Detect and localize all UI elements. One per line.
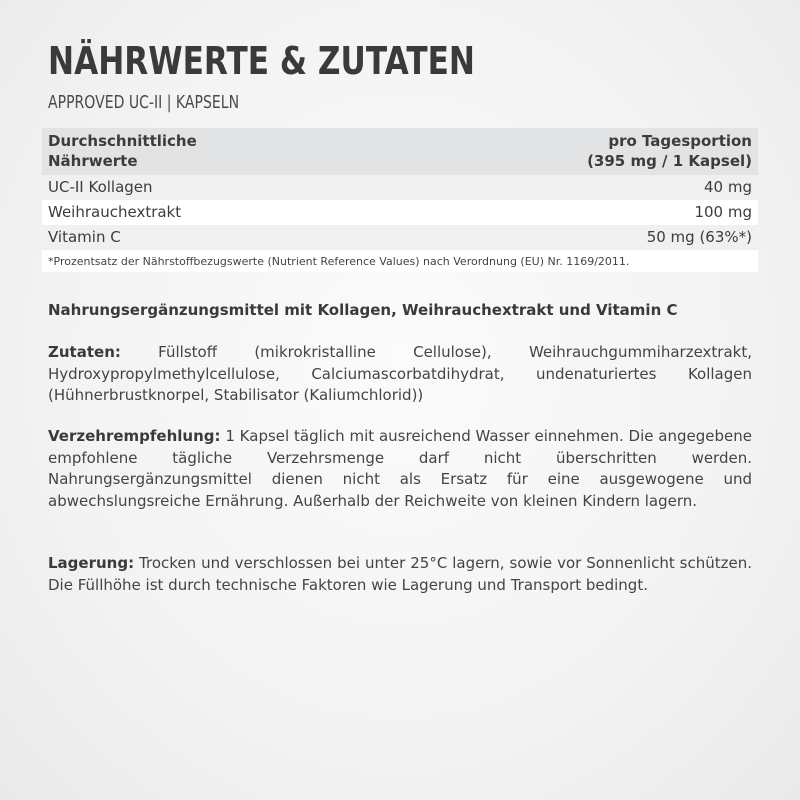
recommendation-text: 1 Kapsel täglich mit ausreichend Wasser einnehmen. Die angegebene empfohlene tägliche Verzehrsmenge darf nicht überschritten werden. Nahrungsergänzungsmittel dienen nicht als Ersatz für eine ausgewogene und abwechslungsreiche Ernährung. Außerhalb der Reichweite von kleinen Kindern lagern.	[48, 427, 752, 510]
recommendation-label: Verzehrempfehlung:	[48, 427, 221, 445]
table-footnote: *Prozentsatz der Nährstoffbezugswerte (Nutrient Reference Values) nach Verordnung (EU) Nr. 1169/2011.	[42, 250, 758, 272]
row-value: 50 mg (63%*)	[646, 228, 752, 246]
header-right-line2: (395 mg / 1 Kapsel)	[587, 152, 752, 170]
page-title: NÄHRWERTE & ZUTATEN	[48, 39, 475, 83]
header-right	[587, 131, 752, 171]
row-name: Weihrauchextrakt	[48, 203, 182, 221]
header-left-line1: Durchschnittliche	[48, 132, 197, 150]
header-left-line2: Nährwerte	[48, 152, 138, 170]
table-row	[42, 200, 758, 225]
table-row	[42, 225, 758, 250]
recommendation-paragraph	[48, 426, 752, 512]
nutrition-table-header	[42, 128, 758, 175]
ingredients-text: Füllstoff (mikrokristalline Cellulose), Weihrauchgummiharzextrakt, Hydroxypropylmethylcellulose, Calciumascorbatdihydrat, undenaturiertes Kollagen (Hühnerbrustknorpel, Stabilisator (Kaliumchlorid))	[48, 343, 752, 404]
header-left	[48, 131, 197, 171]
header-right-line1: pro Tagesportion	[608, 132, 752, 150]
nutrition-rows	[42, 175, 758, 250]
ingredients-paragraph	[48, 342, 752, 407]
row-name: Vitamin C	[48, 228, 121, 246]
page-subtitle: APPROVED UC-II | KAPSELN	[48, 92, 240, 113]
product-description: Nahrungsergänzungsmittel mit Kollagen, Weihrauchextrakt und Vitamin C	[48, 301, 678, 319]
row-value: 40 mg	[704, 178, 752, 196]
row-name: UC-II Kollagen	[48, 178, 153, 196]
storage-text: Trocken und verschlossen bei unter 25°C lagern, sowie vor Sonnenlicht schützen. Die Füllhöhe ist durch technische Faktoren wie Lagerung und Transport bedingt.	[48, 554, 752, 594]
table-row	[42, 175, 758, 200]
storage-label: Lagerung:	[48, 554, 135, 572]
nutrition-table	[42, 128, 758, 272]
storage-paragraph	[48, 553, 752, 596]
row-value: 100 mg	[694, 203, 752, 221]
ingredients-label: Zutaten:	[48, 343, 121, 361]
